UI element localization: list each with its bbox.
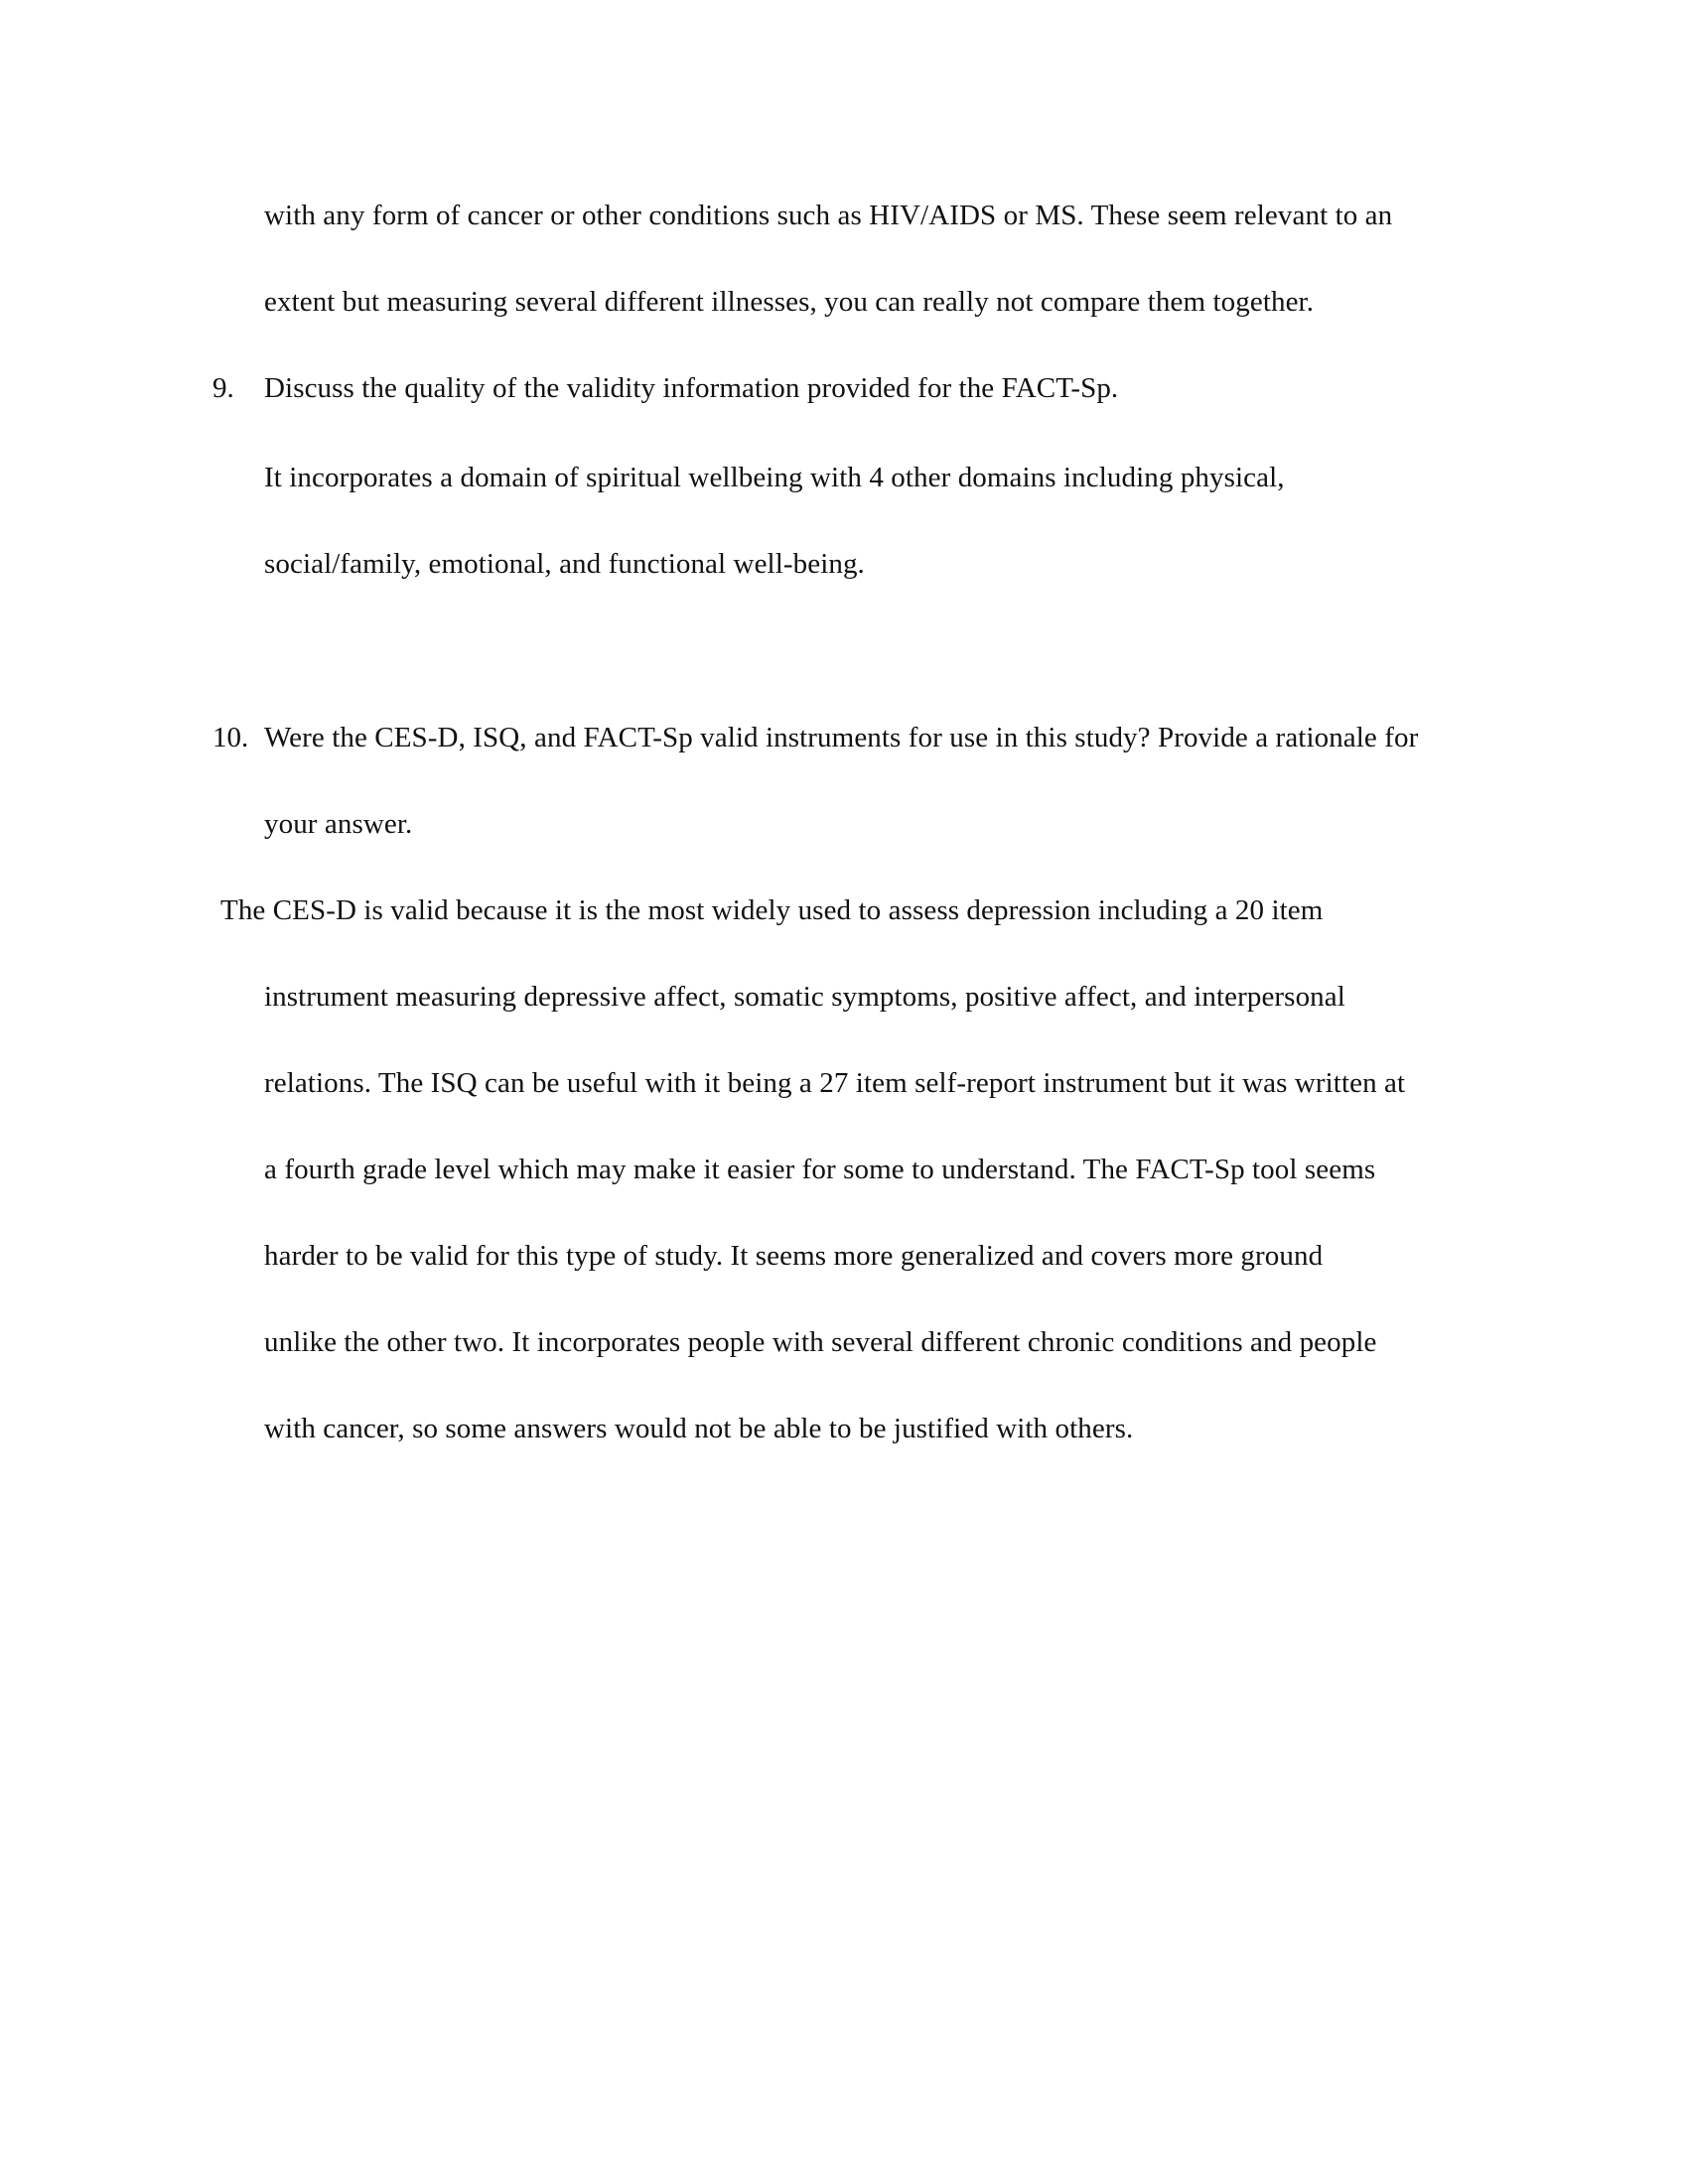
intro-line-1: with any form of cancer or other conditions such as HIV/AIDS or MS. These seem relevant to an — [264, 200, 1393, 231]
question-10-text-line-1: Were the CES-D, ISQ, and FACT-Sp valid instruments for use in this study? Provide a rationale for — [264, 722, 1419, 753]
intro-line-2: extent but measuring several different illnesses, you can really not compare them together. — [264, 286, 1315, 318]
question-9-answer-line-1: It incorporates a domain of spiritual wellbeing with 4 other domains including physical, — [264, 462, 1285, 493]
question-10-answer-line-2: instrument measuring depressive affect, somatic symptoms, positive affect, and interpersonal — [264, 981, 1345, 1013]
question-10-answer-line-7: with cancer, so some answers would not be able to be justified with others. — [264, 1413, 1134, 1444]
question-9-text: Discuss the quality of the validity information provided for the FACT-Sp. — [264, 372, 1119, 404]
question-10-text-line-2: your answer. — [264, 808, 413, 840]
question-9-number: 9. — [212, 372, 234, 404]
question-10-answer-line-3: relations. The ISQ can be useful with it being a 27 item self-report instrument but it was written at — [264, 1067, 1406, 1099]
question-10-answer-line-1: The CES-D is valid because it is the most widely used to assess depression including a 20 item — [220, 894, 1324, 926]
question-10-answer-line-6: unlike the other two. It incorporates people with several different chronic conditions and people — [264, 1326, 1377, 1358]
question-10-number: 10. — [212, 722, 249, 753]
question-9-answer-line-2: social/family, emotional, and functional well-being. — [264, 548, 865, 580]
question-10-answer-line-5: harder to be valid for this type of study. It seems more generalized and covers more ground — [264, 1240, 1324, 1272]
question-10-answer-line-4: a fourth grade level which may make it easier for some to understand. The FACT-Sp tool seems — [264, 1154, 1376, 1185]
